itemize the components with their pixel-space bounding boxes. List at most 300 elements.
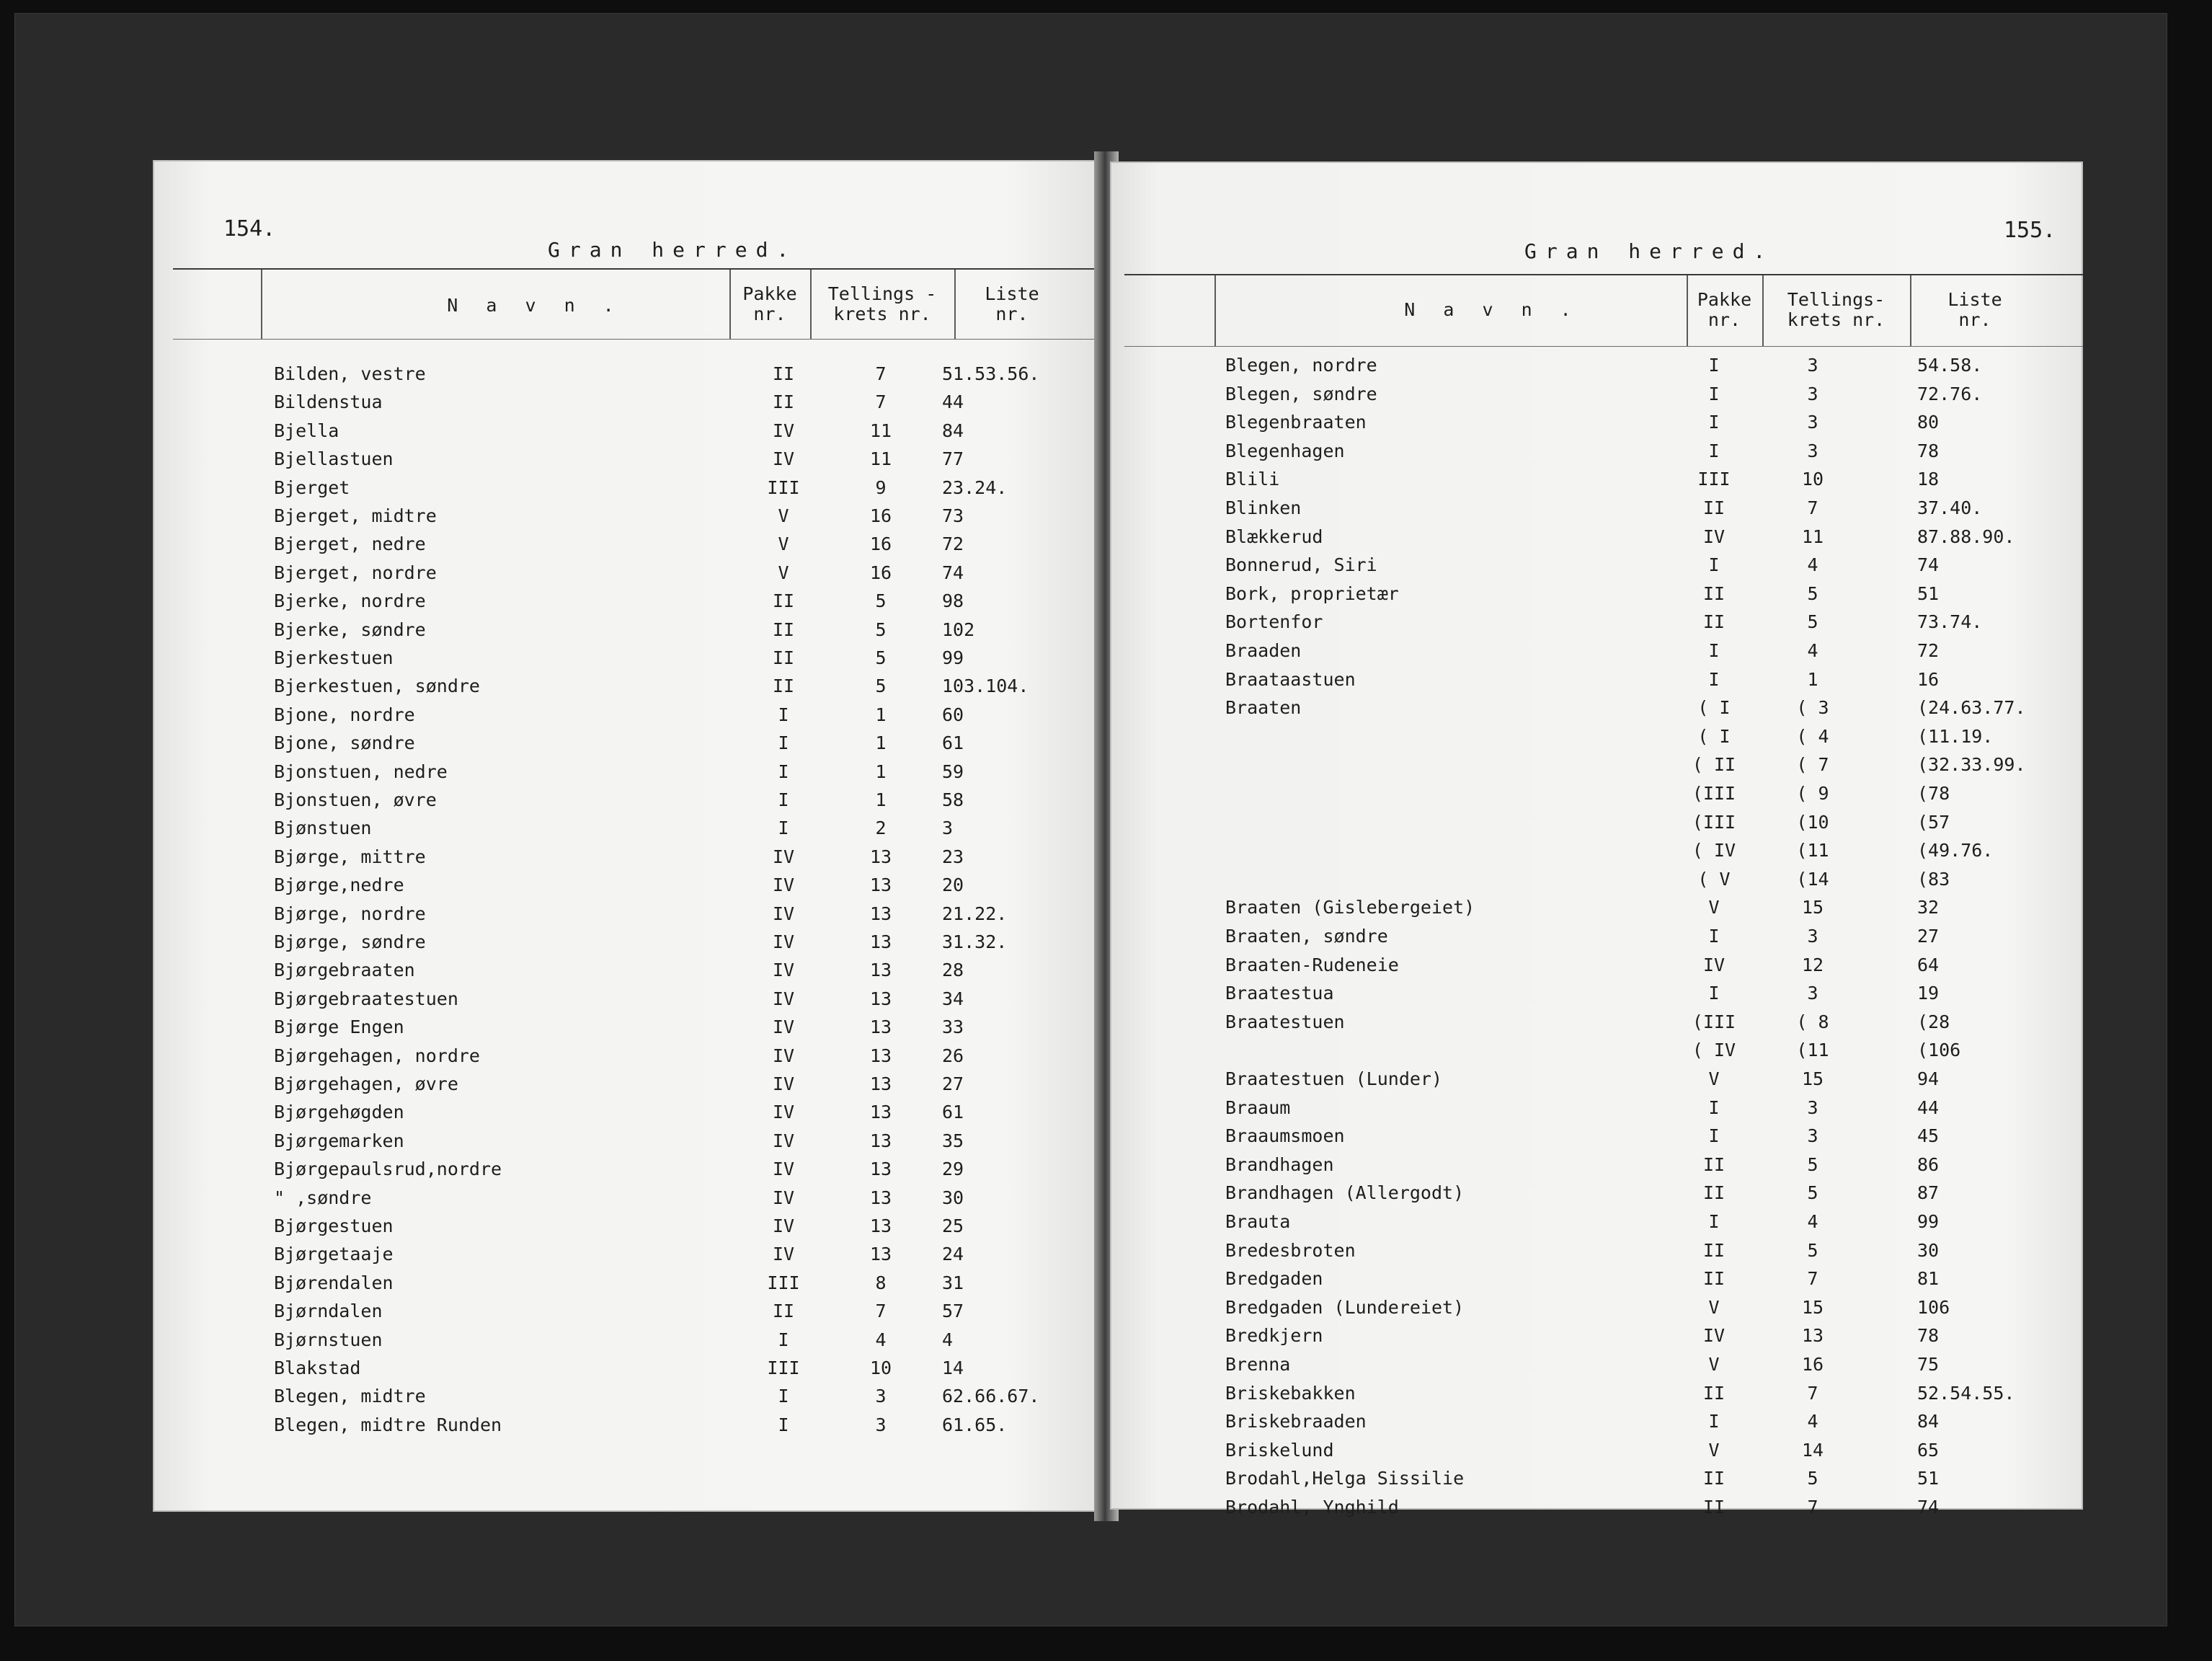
cell-pakke: II	[772, 590, 795, 612]
cell-liste: 51	[1917, 1468, 1940, 1489]
cell-krets: 5	[875, 647, 887, 668]
cell-pakke: IV	[772, 874, 795, 896]
cell-pakke: II	[1702, 497, 1725, 518]
cell-krets: 13	[869, 1244, 892, 1265]
cell-krets: 5	[1807, 1182, 1818, 1204]
table-row	[153, 420, 1103, 448]
cell-pakke: V	[1708, 1439, 1720, 1461]
cell-liste: 86	[1917, 1153, 1940, 1175]
cell-liste: (78	[1917, 783, 1950, 804]
table-row	[153, 647, 1103, 676]
cell-name: Bjørge, søndre	[274, 931, 426, 952]
cell-pakke: II	[1702, 1468, 1725, 1489]
cell-pakke: IV	[772, 1187, 795, 1208]
table-row	[1110, 611, 2083, 639]
cell-krets: 5	[875, 619, 887, 640]
cell-liste: 77	[942, 448, 964, 470]
table-row	[153, 448, 1103, 477]
cell-liste: 29	[942, 1159, 964, 1180]
table-row	[1110, 983, 2083, 1011]
cell-krets: 10	[869, 1357, 892, 1378]
cell-liste: 51.53.56.	[942, 363, 1040, 384]
cell-krets: 15	[1801, 1296, 1824, 1318]
cell-liste: 74	[1917, 554, 1940, 576]
cell-krets: 5	[875, 590, 887, 612]
page-number: 154.	[223, 216, 276, 242]
table-row	[1110, 440, 2083, 469]
table-row	[153, 1130, 1103, 1159]
cell-name: Briskebraaden	[1225, 1411, 1367, 1432]
cell-name: Braaten (Gislebergeiet)	[1225, 897, 1475, 918]
cell-krets: 3	[1807, 355, 1818, 376]
cell-pakke: I	[778, 818, 789, 839]
cell-name: Bjørndalen	[274, 1301, 383, 1322]
cell-liste: 23	[942, 846, 964, 867]
cell-krets: 13	[869, 1159, 892, 1180]
table-row	[153, 1159, 1103, 1187]
cell-pakke: ( I	[1697, 725, 1731, 747]
cell-pakke: II	[1702, 1239, 1725, 1261]
cell-pakke: V	[1708, 1354, 1720, 1375]
cell-krets: 13	[869, 874, 892, 896]
cell-krets: 13	[869, 1215, 892, 1236]
cell-name: Bjørgehagen, øvre	[274, 1073, 458, 1094]
cell-krets: 1	[1807, 668, 1818, 690]
table-row	[153, 1073, 1103, 1102]
cell-name: Brodahl, Ynghild	[1225, 1497, 1399, 1518]
cell-name: Bjerget, nedre	[274, 533, 426, 555]
cell-name: Bredgaden	[1225, 1268, 1323, 1290]
cell-krets: 12	[1801, 954, 1824, 975]
table-row	[153, 732, 1103, 761]
cell-liste: 61	[942, 732, 964, 754]
cell-liste: 103.104.	[942, 676, 1029, 697]
cell-krets: 13	[1801, 1325, 1824, 1347]
cell-pakke: V	[778, 562, 789, 583]
cell-pakke: IV	[772, 846, 795, 867]
cell-pakke: III	[1697, 469, 1731, 490]
cell-name: Braataastuen	[1225, 668, 1356, 690]
cell-liste: 16	[1917, 668, 1940, 690]
cell-name: Blegen, midtre	[274, 1386, 426, 1407]
table-row	[1110, 1411, 2083, 1439]
cell-pakke: IV	[772, 988, 795, 1009]
cell-liste: 106	[1917, 1296, 1950, 1318]
cell-pakke: IV	[772, 1016, 795, 1038]
cell-liste: 45	[1917, 1125, 1940, 1147]
cell-pakke: I	[1708, 668, 1720, 690]
cell-krets: (11	[1796, 840, 1829, 861]
table-row	[153, 1386, 1103, 1414]
cell-pakke: (III	[1692, 1011, 1736, 1032]
cell-krets: 5	[1807, 1239, 1818, 1261]
cell-krets: 5	[1807, 1153, 1818, 1175]
cell-liste: 72	[942, 533, 964, 555]
cell-krets: 16	[1801, 1354, 1824, 1375]
cell-pakke: I	[778, 761, 789, 782]
cell-liste: 72.76.	[1917, 383, 1983, 404]
cell-krets: 1	[875, 761, 887, 782]
page-number: 155.	[2004, 218, 2056, 243]
cell-pakke: I	[1708, 355, 1720, 376]
cell-liste: (106	[1917, 1040, 1961, 1061]
cell-pakke: II	[1702, 1182, 1725, 1204]
table-row	[153, 789, 1103, 818]
cell-name: Bjone, nordre	[274, 704, 415, 725]
cell-liste: 61	[942, 1102, 964, 1123]
cell-name: Bjonstuen, øvre	[274, 789, 437, 810]
cell-name: Bjerkestuen	[274, 647, 394, 668]
cell-krets: 7	[1807, 1382, 1818, 1404]
cell-pakke: IV	[1702, 954, 1725, 975]
cell-liste: 94	[1917, 1068, 1940, 1089]
cell-liste: 87.88.90.	[1917, 526, 2015, 547]
cell-krets: 4	[1807, 1211, 1818, 1232]
cell-name: Bonnerud, Siri	[1225, 554, 1377, 576]
cell-pakke: ( IV	[1692, 840, 1736, 861]
cell-pakke: II	[772, 391, 795, 413]
cell-liste: 84	[1917, 1411, 1940, 1432]
table-row	[153, 505, 1103, 533]
cell-name: Bjerget, nordre	[274, 562, 437, 583]
cell-krets: 15	[1801, 1068, 1824, 1089]
table-row	[153, 1045, 1103, 1073]
cell-krets: 3	[1807, 412, 1818, 433]
cell-liste: 98	[942, 590, 964, 612]
cell-krets: 7	[1807, 497, 1818, 518]
table-row	[1110, 412, 2083, 440]
cell-krets: 16	[869, 505, 892, 526]
cell-liste: 102	[942, 619, 975, 640]
page-title: Gran herred.	[1524, 239, 1775, 263]
cell-liste: 51	[1917, 583, 1940, 604]
cell-name: Bjørgemarken	[274, 1130, 404, 1151]
cell-krets: 3	[1807, 440, 1818, 461]
cell-name: Bjerget	[274, 477, 350, 498]
cell-name: Briskelund	[1225, 1439, 1334, 1461]
table-row	[1110, 355, 2083, 383]
cell-liste: 99	[1917, 1211, 1940, 1232]
table-row	[153, 562, 1103, 590]
cell-liste: 64	[1917, 954, 1940, 975]
cell-pakke: IV	[1702, 526, 1725, 547]
cell-pakke: II	[1702, 1268, 1725, 1290]
cell-name: Bjønstuen	[274, 818, 372, 839]
table-row	[153, 903, 1103, 931]
cell-liste: 34	[942, 988, 964, 1009]
cell-krets: 4	[1807, 1411, 1818, 1432]
cell-name: Bildenstua	[274, 391, 383, 413]
cell-liste: (49.76.	[1917, 840, 1994, 861]
cell-krets: 13	[869, 1073, 892, 1094]
cell-krets: ( 4	[1796, 725, 1829, 747]
table-row	[153, 1215, 1103, 1244]
cell-name: Blækkerud	[1225, 526, 1323, 547]
cell-pakke: ( IV	[1692, 1040, 1736, 1061]
cell-liste: 33	[942, 1016, 964, 1038]
cell-krets: 4	[875, 1329, 887, 1350]
table-row	[153, 1272, 1103, 1301]
cell-pakke: IV	[772, 1073, 795, 1094]
left-page	[153, 160, 1103, 1512]
cell-pakke: I	[778, 1414, 789, 1435]
cell-liste: 23.24.	[942, 477, 1008, 498]
cell-name: Briskebakken	[1225, 1382, 1356, 1404]
cell-liste: 87	[1917, 1182, 1940, 1204]
column-header-navn: N a v n .	[1404, 299, 1580, 320]
cell-pakke: IV	[772, 448, 795, 470]
cell-liste: 3	[942, 818, 954, 839]
cell-name: Bjørgehagen, nordre	[274, 1045, 480, 1066]
cell-liste: 59	[942, 761, 964, 782]
cell-name: Bjonstuen, nedre	[274, 761, 448, 782]
cell-pakke: IV	[772, 1130, 795, 1151]
cell-name: Bjone, søndre	[274, 732, 415, 754]
table-row	[1110, 526, 2083, 554]
cell-name: Brenna	[1225, 1354, 1291, 1375]
cell-pakke: I	[1708, 440, 1720, 461]
cell-krets: 16	[869, 533, 892, 555]
cell-krets: 13	[869, 931, 892, 952]
cell-pakke: IV	[772, 1102, 795, 1123]
cell-pakke: I	[778, 732, 789, 754]
cell-name: Brandhagen	[1225, 1153, 1334, 1175]
table-row	[153, 1301, 1103, 1329]
cell-pakke: ( II	[1692, 754, 1736, 776]
cell-liste: 74	[1917, 1497, 1940, 1518]
table-row	[1110, 1497, 2083, 1525]
column-header-krets: Tellings- krets nr.	[1787, 289, 1885, 330]
table-row	[153, 704, 1103, 732]
cell-krets: 16	[869, 562, 892, 583]
table-row	[1110, 869, 2083, 897]
cell-krets: 7	[875, 1301, 887, 1322]
cell-krets: 4	[1807, 554, 1818, 576]
cell-krets: 7	[875, 363, 887, 384]
cell-name: Bjørgepaulsrud,nordre	[274, 1159, 502, 1180]
cell-krets: 3	[1807, 983, 1818, 1004]
cell-pakke: V	[1708, 1296, 1720, 1318]
table-row	[1110, 469, 2083, 497]
table-row	[153, 1414, 1103, 1443]
cell-liste: 73	[942, 505, 964, 526]
table-row	[1110, 669, 2083, 697]
cell-krets: 3	[1807, 926, 1818, 947]
cell-name: Blakstad	[274, 1357, 361, 1378]
cell-krets: (14	[1796, 868, 1829, 890]
table-row	[153, 761, 1103, 789]
cell-krets: 9	[875, 477, 887, 498]
cell-krets: ( 8	[1796, 1011, 1829, 1032]
cell-pakke: IV	[772, 420, 795, 441]
cell-pakke: I	[1708, 1411, 1720, 1432]
cell-pakke: V	[778, 533, 789, 555]
cell-liste: 35	[942, 1130, 964, 1151]
cell-pakke: II	[1702, 1497, 1725, 1518]
cell-name: Braatestuen	[1225, 1011, 1345, 1032]
table-row	[1110, 1268, 2083, 1296]
table-row	[1110, 926, 2083, 954]
cell-pakke: ( V	[1697, 868, 1731, 890]
cell-name: Bjørgebraatestuen	[274, 988, 458, 1009]
cell-pakke: I	[1708, 1211, 1720, 1232]
cell-name: Bjørge, mittre	[274, 846, 426, 867]
cell-name: Brandhagen (Allergodt)	[1225, 1182, 1465, 1204]
cell-pakke: I	[1708, 926, 1720, 947]
cell-name: Bjørge Engen	[274, 1016, 404, 1038]
table-row	[153, 988, 1103, 1016]
cell-pakke: II	[1702, 611, 1725, 633]
cell-liste: 74	[942, 562, 964, 583]
table-row	[1110, 1383, 2083, 1411]
table-row	[1110, 554, 2083, 583]
table-row	[1110, 1097, 2083, 1125]
cell-name: Bjørendalen	[274, 1272, 394, 1293]
table-row	[1110, 754, 2083, 782]
cell-krets: 5	[1807, 611, 1818, 633]
table-row	[1110, 697, 2083, 725]
cell-name: Braaten	[1225, 697, 1302, 719]
cell-name: Bjørgehøgden	[274, 1102, 404, 1123]
cell-name: Bredesbroten	[1225, 1239, 1356, 1261]
cell-krets: ( 3	[1796, 697, 1829, 719]
cell-krets: 13	[869, 1016, 892, 1038]
table-row	[1110, 1154, 2083, 1182]
cell-liste: 62.66.67.	[942, 1386, 1040, 1407]
cell-pakke: (III	[1692, 783, 1736, 804]
table-row	[1110, 1182, 2083, 1210]
cell-krets: 13	[869, 1187, 892, 1208]
cell-liste: 31	[942, 1272, 964, 1293]
cell-name: Bredkjern	[1225, 1325, 1323, 1347]
cell-liste: 30	[942, 1187, 964, 1208]
table-row	[1110, 1011, 2083, 1040]
cell-krets: 1	[875, 789, 887, 810]
cell-liste: (24.63.77.	[1917, 697, 2026, 719]
cell-krets: ( 9	[1796, 783, 1829, 804]
cell-pakke: II	[772, 676, 795, 697]
cell-krets: (10	[1796, 811, 1829, 833]
cell-krets: 7	[1807, 1268, 1818, 1290]
cell-liste: 30	[1917, 1239, 1940, 1261]
cell-name: Braaum	[1225, 1097, 1291, 1118]
cell-pakke: II	[1702, 583, 1725, 604]
cell-pakke: IV	[772, 960, 795, 981]
cell-liste: 32	[1917, 897, 1940, 918]
table-row	[1110, 840, 2083, 868]
cell-pakke: I	[1708, 1097, 1720, 1118]
table-row	[1110, 1297, 2083, 1325]
cell-name: Blegenhagen	[1225, 440, 1345, 461]
table-row	[1110, 897, 2083, 925]
table-row	[153, 533, 1103, 562]
cell-name: Bjella	[274, 420, 339, 441]
cell-name: Brauta	[1225, 1211, 1291, 1232]
table-row	[1110, 1354, 2083, 1382]
cell-name: Bjørgebraaten	[274, 960, 415, 981]
cell-krets: 13	[869, 1130, 892, 1151]
cell-liste: 28	[942, 960, 964, 981]
cell-krets: 13	[869, 1102, 892, 1123]
table-row	[1110, 783, 2083, 811]
cell-krets: 15	[1801, 897, 1824, 918]
cell-pakke: IV	[1702, 1325, 1725, 1347]
table-row	[153, 391, 1103, 420]
cell-krets: 11	[869, 448, 892, 470]
table-row	[153, 931, 1103, 960]
register-table	[1110, 161, 2083, 1518]
table-row	[1110, 1068, 2083, 1097]
cell-liste: (11.19.	[1917, 725, 1994, 747]
cell-pakke: I	[1708, 554, 1720, 576]
cell-krets: 13	[869, 903, 892, 924]
cell-liste: 72	[1917, 640, 1940, 661]
cell-name: Bjerke, nordre	[274, 590, 426, 612]
right-page	[1110, 161, 2083, 1518]
cell-name: Braaten-Rudeneie	[1225, 954, 1399, 975]
cell-liste: (57	[1917, 811, 1950, 833]
cell-pakke: I	[1708, 983, 1720, 1004]
column-header-liste: Liste nr.	[985, 283, 1039, 324]
cell-krets: (11	[1796, 1040, 1829, 1061]
cell-krets: 3	[1807, 1125, 1818, 1147]
cell-liste: 26	[942, 1045, 964, 1066]
cell-pakke: V	[1708, 1068, 1720, 1089]
cell-name: Bjørge, nordre	[274, 903, 426, 924]
table-row	[153, 1016, 1103, 1045]
cell-pakke: I	[1708, 383, 1720, 404]
cell-krets: 10	[1801, 469, 1824, 490]
cell-krets: 13	[869, 960, 892, 981]
cell-krets: 5	[875, 676, 887, 697]
cell-krets: 3	[1807, 383, 1818, 404]
cell-liste: 54.58.	[1917, 355, 1983, 376]
column-header-liste: Liste nr.	[1947, 289, 2002, 330]
cell-name: Blili	[1225, 469, 1280, 490]
cell-liste: 21.22.	[942, 903, 1008, 924]
cell-liste: 60	[942, 704, 964, 725]
register-table	[153, 160, 1103, 1512]
cell-liste: 18	[1917, 469, 1940, 490]
column-header-navn: N a v n .	[447, 295, 623, 316]
cell-liste: 31.32.	[942, 931, 1008, 952]
table-row	[153, 676, 1103, 704]
cell-name: Blegen, midtre Runden	[274, 1414, 502, 1435]
table-row	[1110, 497, 2083, 526]
cell-name: Braatestuen (Lunder)	[1225, 1068, 1443, 1089]
cell-pakke: IV	[772, 1159, 795, 1180]
cell-pakke: I	[778, 704, 789, 725]
cell-pakke: III	[767, 1272, 800, 1293]
cell-liste: 24	[942, 1244, 964, 1265]
table-row	[153, 846, 1103, 874]
cell-pakke: ( I	[1697, 697, 1731, 719]
cell-name: Brodahl,Helga Sissilie	[1225, 1468, 1465, 1489]
cell-liste: 44	[942, 391, 964, 413]
cell-krets: ( 7	[1796, 754, 1829, 776]
table-row	[153, 960, 1103, 988]
cell-pakke: I	[778, 1329, 789, 1350]
cell-krets: 8	[875, 1272, 887, 1293]
cell-liste: 27	[1917, 926, 1940, 947]
cell-krets: 11	[1801, 526, 1824, 547]
cell-name: Braaten, søndre	[1225, 926, 1388, 947]
cell-name: Bortenfor	[1225, 611, 1323, 633]
table-row	[153, 818, 1103, 846]
cell-krets: 4	[1807, 640, 1818, 661]
table-row	[153, 1329, 1103, 1357]
cell-name: Bjerget, midtre	[274, 505, 437, 526]
